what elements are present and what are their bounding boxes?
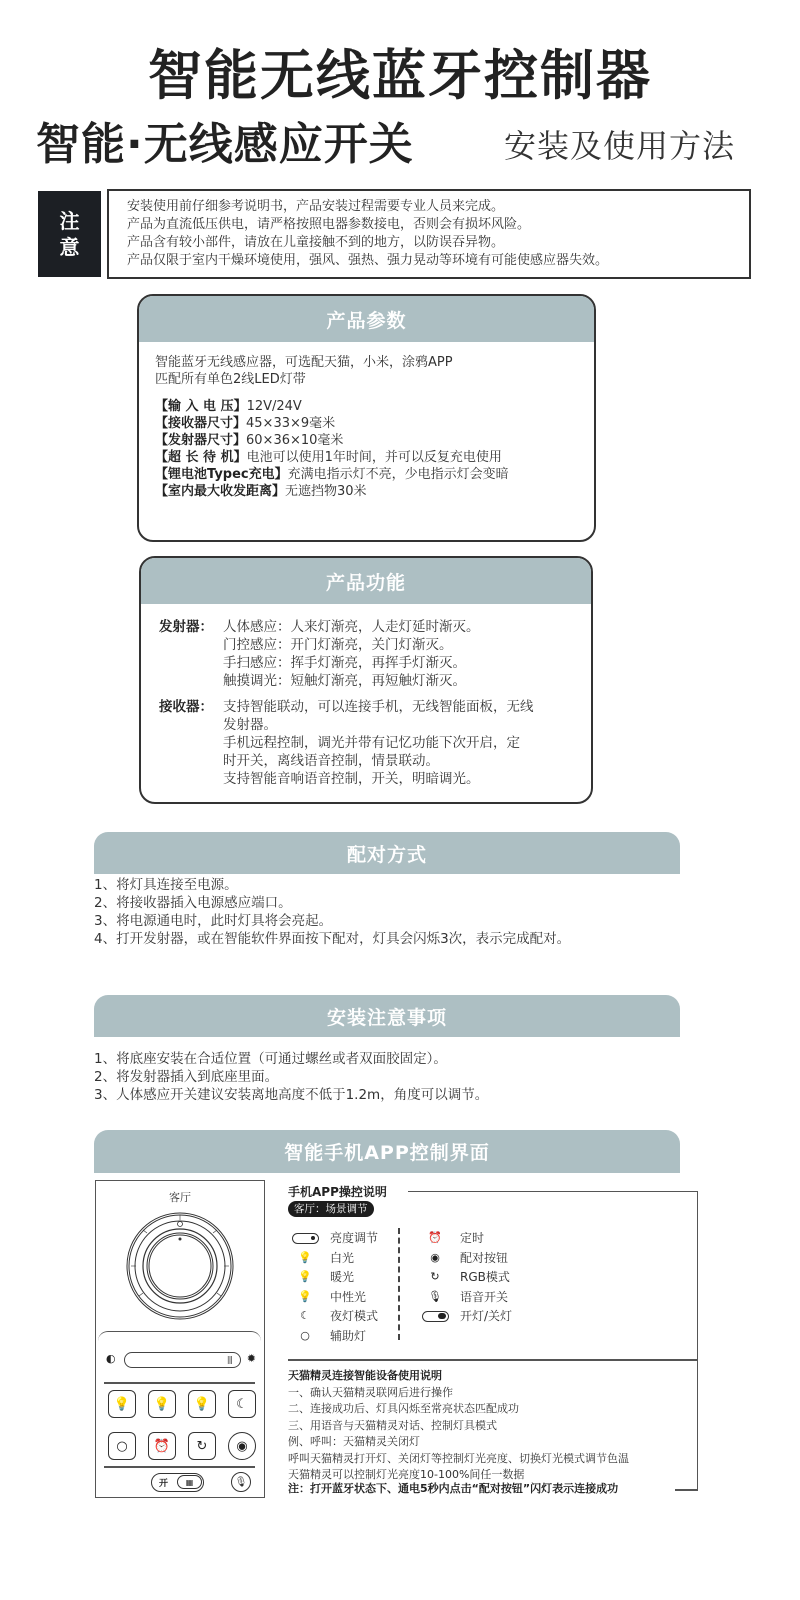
spec-value: 无遮挡物30米 [285,484,367,499]
spec-row [155,449,594,466]
phone-bottom-bar [98,1471,261,1495]
function-line: 手扫感应：挥手灯渐亮，再挥手灯渐灭。 [223,655,466,671]
install-step: 2、将发射器插入到底座里面。 [94,1069,279,1085]
bulb-icon: 💡 [298,1270,312,1284]
transmitter-functions [159,618,591,690]
room-label: 客厅 [169,1191,191,1204]
notice-tag [38,191,101,277]
function-line: 支持智能联动，可以连接手机，无线智能面板，无线 [223,699,534,715]
slider-thumb-icon[interactable]: ||| [226,1355,232,1364]
function-line: 手机远程控制，调光并带有记忆功能下次开启，定 [223,735,520,751]
pairing-steps [94,876,570,948]
legend-item: ◉ 配对按钮 [418,1248,512,1268]
notice-line: 产品仅限于室内干燥环境使用，强风、强热、强力晃动等环境有可能使感应器失效。 [127,253,609,268]
microphone-icon: 🎙 [428,1289,442,1303]
divider [104,1382,255,1384]
legend-item: 亮度调节 [288,1228,378,1248]
params-intro: 智能蓝牙无线感应器，可选配天猫，小米，涂鸦APP [155,355,453,370]
spec-label: 【室内最大收发距离】 [155,484,286,499]
tmall-line: 例、呼叫：天猫精灵关闭灯 [288,1435,420,1448]
white-light-icon[interactable]: 💡 [108,1390,136,1418]
product-params-card [137,294,596,542]
pairing-note: 注：打开蓝牙状态下、通电5秒内点击“配对按钮”闪灯表示连接成功 [288,1482,619,1495]
pairing-step: 3、将电源通电时，此时灯具将会亮起。 [94,913,333,929]
section-header: 产品参数 [139,296,594,342]
section-header: 产品功能 [141,558,591,604]
function-line: 人体感应：人来灯渐亮，人走灯延时渐灭。 [223,619,480,635]
brightness-dial-icon [125,1211,235,1321]
signal-icon: ◉ [430,1250,440,1264]
pair-button-icon[interactable]: ◉ [228,1432,256,1460]
notice-tag-char: 注 [59,209,80,233]
rgb-cycle-icon: ↻ [430,1270,440,1284]
function-line: 触摸调光：短触灯渐亮，再短触灯渐灭。 [223,673,466,689]
legend-item: ○ 辅助灯 [288,1326,378,1346]
function-label: 接收器： [159,699,213,715]
params-intro: 匹配所有单色2线LED灯带 [155,372,306,387]
bulb-icon: 💡 [298,1250,312,1264]
phone-mockup [95,1180,265,1498]
spec-value: 充满电指示灯不亮，少电指示灯会变暗 [287,467,509,482]
tmall-title: 天猫精灵连接智能设备使用说明 [288,1369,442,1382]
spec-label: 【锂电池Typec充电】 [155,467,288,482]
legend-item: 💡 中性光 [288,1287,378,1307]
spec-label: 【超 长 待 机】 [155,450,247,465]
pairing-step: 1、将灯具连接至电源。 [94,877,238,893]
notice-line: 产品为直流低压供电，请严格按照电器参数接电，否则会有损坏风险。 [127,217,531,232]
tmall-line: 三、用语音与天猫精灵对话、控制灯具模式 [288,1418,497,1432]
legend-item: 💡 白光 [288,1248,378,1268]
moon-icon: ☾ [300,1309,310,1323]
brightness-icon: ✹ [246,1352,256,1365]
notice-line: 产品含有较小部件，请放在儿童接触不到的地方，以防误吞异物。 [127,235,505,250]
spec-value: 电池可以使用1年时间，并可以反复充电使用 [246,450,502,465]
spec-row [155,466,594,483]
section-header-install: 安装注意事项 [94,995,680,1037]
warm-light-icon[interactable]: 💡 [148,1390,176,1418]
brightness-row [106,1350,256,1370]
function-line: 门控感应：开门灯渐亮，关门灯渐灭。 [223,637,453,653]
function-line: 支持智能音响语音控制，开关，明暗调光。 [223,771,480,787]
legend-item: 开灯/关灯 [418,1306,512,1326]
tmall-line: 天猫精灵可以控制灯光亮度10-100%间任一数据 [288,1468,525,1481]
toggle-label: 开 [159,1479,169,1489]
install-step: 3、人体感应开关建议安装离地高度不低于1.2m，角度可以调节。 [94,1087,489,1103]
brightness-slider-icon [288,1231,322,1244]
rgb-mode-icon[interactable]: ↻ [188,1432,216,1460]
pairing-step: 2、将接收器插入电源感应端口。 [94,895,292,911]
tmall-genie-instructions [288,1368,629,1484]
install-step: 1、将底座安装在合适位置（可通过螺丝或者双面胶固定）。 [94,1051,447,1067]
power-toggle[interactable] [151,1473,204,1492]
bulb-outline-icon: ○ [300,1328,310,1342]
aux-light-icon[interactable]: ○ [108,1432,136,1460]
divider [104,1466,255,1468]
page-subtitle: 智能·无线感应开关 [36,119,414,170]
function-line: 发射器。 [223,717,277,733]
legend-item: ☾ 夜灯模式 [288,1306,378,1326]
divider [288,1359,698,1361]
notice-box [107,189,751,279]
page-title: 智能无线蓝牙控制器 [148,44,652,107]
spec-row [155,483,594,500]
scene-badge: 客厅：场景调节 [288,1201,374,1217]
notice-tag-char: 意 [59,235,80,259]
pairing-step: 4、打开发射器，或在智能软件界面按下配对，灯具会闪烁3次，表示完成配对。 [94,931,571,947]
legend-separator [398,1228,400,1340]
app-instructions [288,1181,698,1493]
function-label: 发射器： [159,619,213,635]
brightness-slider[interactable] [124,1352,241,1368]
tmall-line: 二、连接成功后、灯具闪烁至常亮状态匹配成功 [288,1402,519,1415]
spec-value: 60×36×10毫米 [246,433,344,448]
spec-label: 【接收器尺寸】 [155,416,247,431]
legend-item: ⏰ 定时 [418,1228,512,1248]
timer-icon[interactable]: ⏰ [148,1432,176,1460]
section-header-pairing: 配对方式 [94,832,680,874]
spec-label: 【输 入 电 压】 [155,399,247,414]
night-mode-icon[interactable]: ☾ [228,1390,256,1418]
function-line: 时开关，离线语音控制，情景联动。 [223,753,439,769]
spec-value: 12V/24V [246,399,302,414]
control-panel [98,1331,261,1495]
notice-line: 安装使用前仔细参考说明书，产品安装过程需要专业人员来完成。 [127,199,505,214]
tmall-line: 一、确认天猫精灵联网后进行操作 [288,1385,453,1399]
legend-item: 💡 暖光 [288,1267,378,1287]
bulb-icon: 💡 [298,1289,312,1303]
spec-row [155,432,594,449]
legend-item: ↻ RGB模式 [418,1267,512,1287]
spec-row [155,398,594,415]
page-subtitle-right: 安装及使用方法 [504,127,736,165]
app-instructions-title: 手机APP操控说明 [288,1185,387,1199]
install-steps [94,1050,488,1104]
alarm-clock-icon: ⏰ [428,1231,442,1245]
toggle-icon [418,1309,452,1322]
grid-icon: ▦ [177,1475,202,1489]
neutral-light-icon[interactable]: 💡 [188,1390,216,1418]
spec-value: 45×33×9毫米 [246,416,336,431]
section-header-app: 智能手机APP控制界面 [94,1130,680,1173]
mode-buttons [108,1390,258,1460]
frame-line [675,1489,698,1491]
receiver-functions [159,698,591,788]
spec-row [155,415,594,432]
spec-label: 【发射器尺寸】 [155,433,247,448]
tmall-line: 呼叫天猫精灵打开灯、关闭灯等控制灯光亮度、切换灯光模式调节色温 [288,1451,629,1465]
product-functions-card [139,556,593,804]
legend-item: 🎙 语音开关 [418,1287,512,1307]
microphone-icon[interactable]: 🎙 [231,1472,251,1492]
dim-icon: ◐ [106,1352,116,1365]
